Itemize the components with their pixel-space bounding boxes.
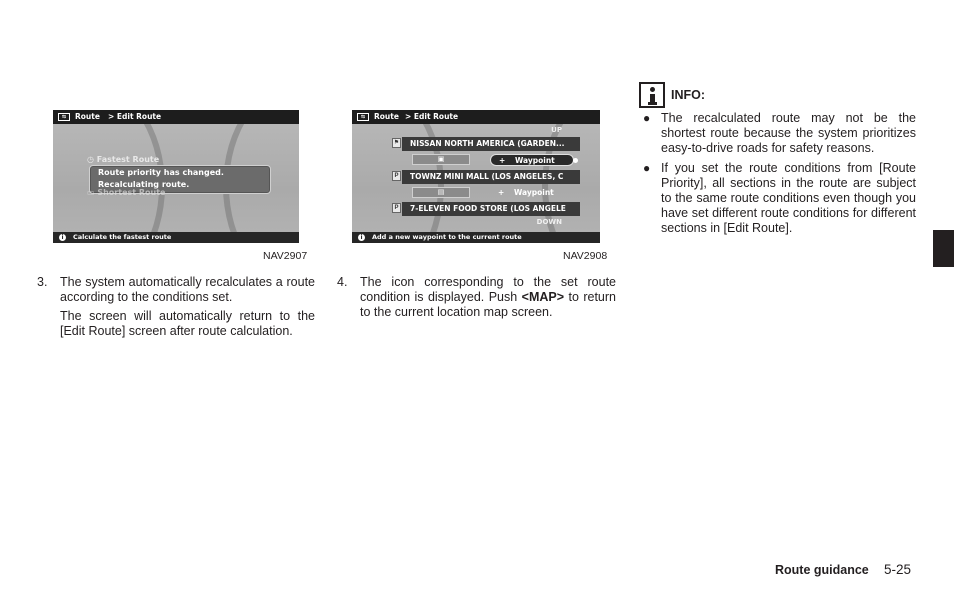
shortest-route-icon: ▭: [87, 188, 98, 197]
scroll-up-button[interactable]: UP: [551, 126, 562, 134]
info-heading: INFO:: [671, 88, 706, 102]
info-bar-text: Calculate the fastest route: [73, 233, 172, 241]
screenshot-route-recalculating: [53, 110, 299, 243]
title-path: > Edit Route: [108, 112, 162, 121]
add-waypoint-button[interactable]: + Waypoint: [490, 154, 574, 166]
popup-message-line2: Recalculating route.: [98, 180, 190, 189]
step-number: 4.: [337, 275, 348, 289]
figure-caption: NAV2908: [563, 250, 608, 262]
route-condition-icon: ▤: [412, 187, 470, 198]
screen-info-bar: [352, 232, 600, 243]
section-tab-marker: [933, 230, 954, 267]
route-icon: ⇆: [357, 113, 369, 121]
option-shortest-route[interactable]: ▭ Shortest Route: [87, 188, 166, 197]
add-waypoint-button[interactable]: + Waypoint: [498, 188, 554, 197]
footer-section-title: Route guidance: [775, 563, 869, 577]
info-bullet-text: The recalculated route may not be the shortest route because the system prioritizes easy-to-drive roads for safety reasons.: [661, 111, 916, 155]
page-number: 5-25: [884, 562, 912, 577]
bullet-icon: ●: [643, 161, 651, 175]
waypoint-row[interactable]: TOWNZ MINI MALL (LOS ANGELES, C: [402, 170, 580, 184]
step-text: The icon corresponding to the set route condition is displayed. Push <MAP> to return to the current location map screen.: [360, 275, 617, 319]
destination-flag-icon: ⚑: [393, 140, 400, 146]
waypoint-icon: P: [392, 203, 401, 213]
info-icon: i: [59, 234, 66, 241]
title-prefix: Route: [75, 112, 100, 121]
destination-row[interactable]: NISSAN NORTH AMERICA (GARDEN...: [402, 137, 580, 151]
screenshot-edit-route: [352, 110, 600, 243]
waypoint-label: Waypoint: [514, 188, 554, 197]
info-bar-text: Add a new waypoint to the current route: [372, 233, 522, 241]
figure-caption: NAV2907: [263, 250, 308, 262]
step-text: The system automatically recalculates a route according to the conditions set.: [60, 275, 315, 304]
screen-info-bar: [53, 232, 299, 243]
info-icon: [639, 82, 665, 108]
popup-message-line1: Route priority has changed.: [98, 168, 224, 177]
waypoint-icon: P: [392, 171, 401, 181]
bullet-icon: ●: [643, 111, 651, 125]
step-number: 3.: [37, 275, 48, 289]
option-fastest-route[interactable]: ◷ Fastest Route: [87, 155, 160, 164]
step-note: The screen will automatically return to the [Edit Route] screen after route calculation.: [60, 309, 315, 338]
waypoint-label: Waypoint: [515, 156, 555, 165]
map-key: <MAP>: [521, 290, 565, 304]
info-icon: i: [358, 234, 365, 241]
info-bullet-text: If you set the route conditions from [Route Priority], all sections in the route are subject to the same route conditions even though you have set different route conditions for different sections in [Edit Route].: [661, 161, 916, 235]
waypoint-row[interactable]: 7-ELEVEN FOOD STORE (LOS ANGELE: [402, 202, 580, 216]
screen-title-bar: [352, 110, 600, 124]
title-path: > Edit Route: [405, 112, 459, 121]
clock-icon: ◷: [87, 155, 97, 164]
route-icon: ⇆: [58, 113, 70, 121]
screen-title-bar: [53, 110, 299, 124]
route-condition-icon: ▣: [412, 154, 470, 165]
selection-indicator: [573, 158, 578, 163]
title-prefix: Route: [374, 112, 399, 121]
scroll-down-button[interactable]: DOWN: [536, 218, 562, 226]
